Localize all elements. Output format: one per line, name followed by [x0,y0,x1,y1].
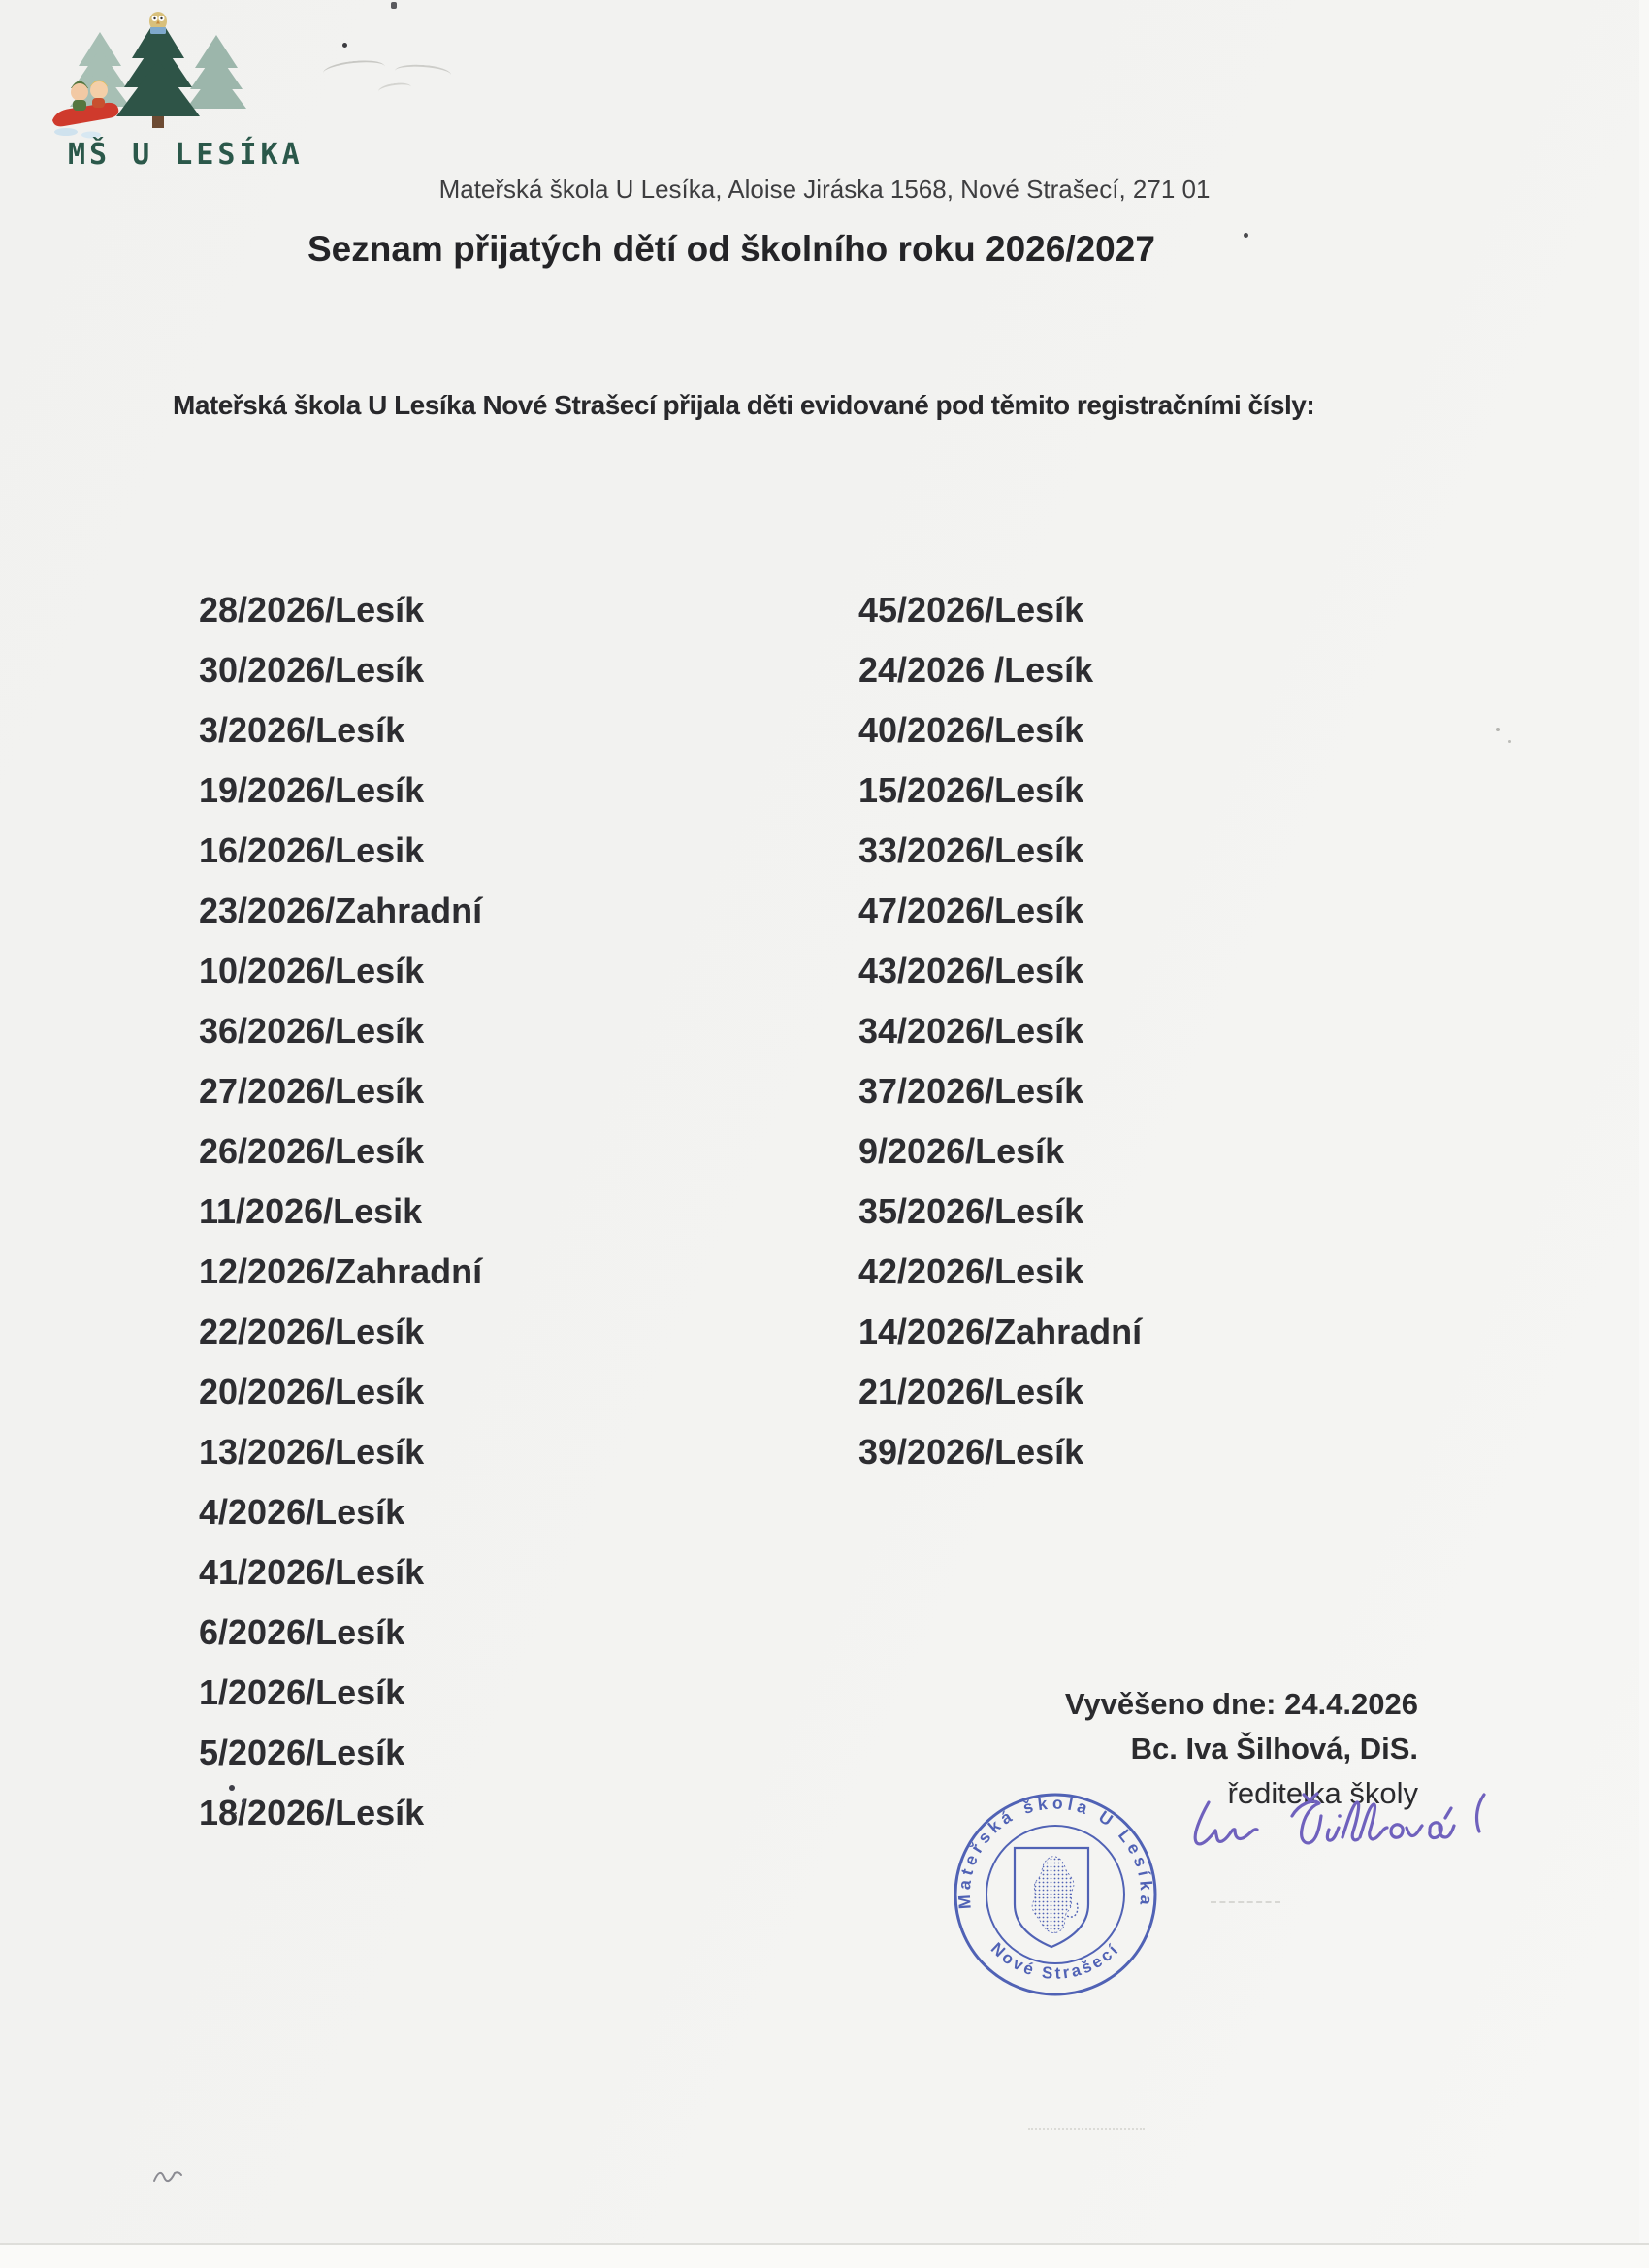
stamp-lion [1032,1857,1074,1933]
scan-artifact [395,63,452,82]
registration-number: 1/2026/Lesík [199,1672,405,1712]
registration-number: 34/2026/Lesík [858,1011,1084,1051]
logo-text: MŠ U LESÍKA [68,138,304,172]
scan-artifact [391,2,397,9]
handwritten-signature [1176,1787,1496,1879]
scan-artifact [1508,740,1511,743]
registration-number: 23/2026/Zahradní [199,891,483,930]
registration-number: 24/2026 /Lesík [858,650,1094,690]
registration-number: 20/2026/Lesík [199,1372,425,1411]
registration-number: 37/2026/Lesík [858,1071,1084,1111]
stamp-arc-top-text: Mateřská škola U Lesíka [954,1793,1157,1911]
registration-number: 12/2026/Zahradní [199,1251,483,1291]
registration-number: 16/2026/Lesik [199,830,425,870]
scan-edge [1639,0,1649,2243]
registration-number: 11/2026/Lesik [199,1191,423,1231]
school-logo-trees-icon [47,8,270,139]
registration-number: 5/2026/Lesík [199,1733,405,1772]
registration-number: 30/2026/Lesík [199,650,425,690]
intro-paragraph: Mateřská škola U Lesíka Nové Strašecí přijala děti evidované pod těmito registračními čísly: [173,390,1315,420]
scan-artifact [1211,1901,1280,1903]
owl-icon [149,12,167,34]
registration-number: 6/2026/Lesík [199,1612,405,1652]
scan-artifact [1028,2128,1145,2130]
registration-number: 19/2026/Lesík [199,770,425,810]
registration-number: 22/2026/Lesík [199,1312,425,1351]
registration-number: 33/2026/Lesík [858,830,1084,870]
registration-number: 27/2026/Lesík [199,1071,425,1111]
scan-artifact [342,43,347,48]
registration-number: 10/2026/Lesík [199,951,425,990]
stamp-arc-bottom-text: Nové Strašecí [986,1938,1124,1983]
registration-number: 45/2026/Lesík [858,590,1084,630]
scan-artifact [1496,728,1500,731]
registration-number: 41/2026/Lesík [199,1552,425,1592]
scan-artifact [1244,233,1248,238]
registration-number: 40/2026/Lesík [858,710,1084,750]
registration-number: 15/2026/Lesík [858,770,1084,810]
signatory-name: Bc. Iva Šilhová, DiS. [1130,1732,1418,1766]
registration-number: 43/2026/Lesík [858,951,1084,990]
registration-number: 36/2026/Lesík [199,1011,425,1051]
registration-number: 13/2026/Lesík [199,1432,425,1472]
registration-list-right [858,580,1142,1482]
registration-number: 39/2026/Lesík [858,1432,1084,1472]
registration-number: 47/2026/Lesík [858,891,1084,930]
scan-edge [0,2243,1649,2268]
registration-number: 26/2026/Lesík [199,1131,425,1171]
scan-artifact [377,81,411,98]
pen-mark-artifact [151,2159,184,2188]
registration-number: 21/2026/Lesík [858,1372,1084,1411]
registration-number: 35/2026/Lesík [858,1191,1084,1231]
registration-number: 42/2026/Lesik [858,1251,1084,1291]
registration-number: 9/2026/Lesík [858,1131,1065,1171]
registration-number: 18/2026/Lesík [199,1793,425,1832]
posted-date-line: Vyvěšeno dne: 24.4.2026 [1064,1687,1418,1721]
registration-number: 28/2026/Lesík [199,590,425,630]
school-address: Mateřská škola U Lesíka, Aloise Jiráska 1568, Nové Strašecí, 271 01 [438,175,1211,204]
registration-list-left [199,580,482,1843]
registration-number: 14/2026/Zahradní [858,1312,1143,1351]
scan-artifact [322,58,386,82]
official-round-stamp [953,1792,1158,1997]
registration-number: 3/2026/Lesík [199,710,405,750]
document-title: Seznam přijatých dětí od školního roku 2026/2027 [307,229,1155,269]
signatory-role: ředitelka školy [1227,1776,1418,1810]
registration-number: 4/2026/Lesík [199,1492,405,1532]
